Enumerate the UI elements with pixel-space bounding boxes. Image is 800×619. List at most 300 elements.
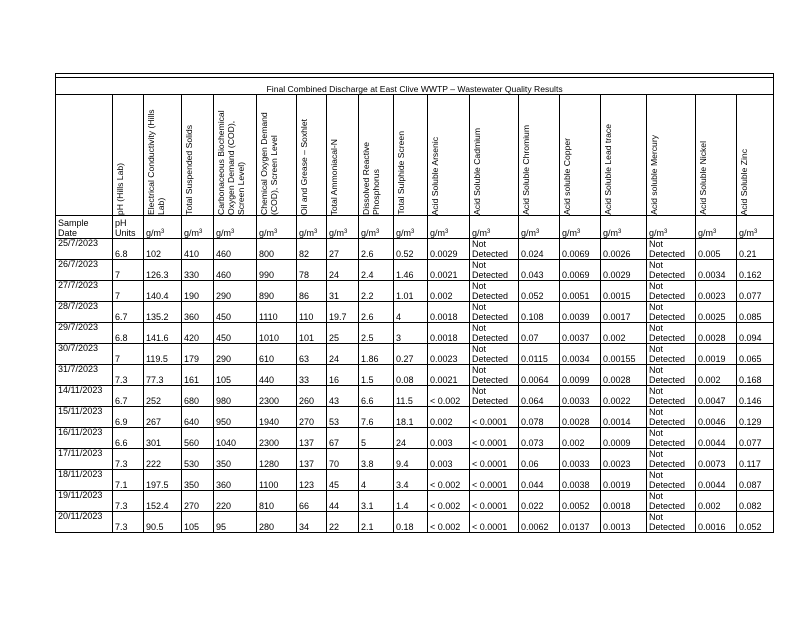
table-cell: 137: [297, 428, 327, 449]
table-cell: 350: [214, 449, 257, 470]
table-cell: 9.4: [394, 449, 428, 470]
table-cell: 0.0044: [696, 428, 737, 449]
table-cell: 0.0051: [560, 281, 601, 302]
unit-superscript: 3: [445, 229, 449, 235]
unit-cell: [144, 216, 182, 239]
table-cell: 1940: [257, 407, 297, 428]
unit-label: g/m: [259, 228, 275, 238]
table-cell: 70: [327, 449, 359, 470]
table-row: [56, 239, 774, 260]
unit-cell: [257, 216, 297, 239]
table-row: [56, 344, 774, 365]
table-cell: 0.0034: [560, 344, 601, 365]
unit-label: g/m: [472, 228, 488, 238]
table-cell: 140.4: [144, 281, 182, 302]
table-row: [56, 323, 774, 344]
table-cell: Not Detected: [647, 281, 696, 302]
table-cell: 0.0015: [601, 281, 647, 302]
table-cell: 950: [214, 407, 257, 428]
table-cell: Not Detected: [647, 239, 696, 260]
table-cell: Not Detected: [647, 491, 696, 512]
table-cell: 7.3: [113, 491, 144, 512]
table-cell: 77.3: [144, 365, 182, 386]
table-cell: Not Detected: [647, 302, 696, 323]
table-cell: 24: [327, 344, 359, 365]
table-cell: Not Detected: [470, 386, 519, 407]
sample-date-cell: 18/11/2023: [56, 470, 113, 491]
table-cell: 0.0018: [428, 323, 470, 344]
unit-label: g/m: [603, 228, 619, 238]
table-cell: 0.064: [519, 386, 560, 407]
table-cell: 1.5: [359, 365, 394, 386]
table-row: [56, 449, 774, 470]
table-cell: 0.21: [737, 239, 774, 260]
table-cell: 0.00155: [601, 344, 647, 365]
table-cell: < 0.0001: [470, 512, 519, 533]
table-cell: 220: [214, 491, 257, 512]
table-cell: 0.146: [737, 386, 774, 407]
table-cell: 3.1: [359, 491, 394, 512]
table-cell: 0.0025: [696, 302, 737, 323]
table-cell: 0.0016: [696, 512, 737, 533]
unit-label: g/m: [329, 228, 345, 238]
table-cell: Not Detected: [470, 260, 519, 281]
unit-superscript: 3: [314, 229, 318, 235]
table-cell: 82: [297, 239, 327, 260]
table-cell: 0.077: [737, 281, 774, 302]
table-cell: < 0.0001: [470, 428, 519, 449]
table-cell: 560: [182, 428, 214, 449]
table-cell: 0.002: [696, 491, 737, 512]
unit-superscript: 3: [161, 229, 165, 235]
table-cell: 990: [257, 260, 297, 281]
table-cell: Not Detected: [470, 239, 519, 260]
table-cell: 0.0037: [560, 323, 601, 344]
unit-cell: [560, 216, 601, 239]
column-header-label: Acid Soluble Arsenic: [430, 136, 440, 215]
unit-label: g/m: [521, 228, 537, 238]
table-cell: 67: [327, 428, 359, 449]
table-cell: 0.0039: [560, 302, 601, 323]
unit-cell: [297, 216, 327, 239]
table-cell: 86: [297, 281, 327, 302]
unit-superscript: 3: [274, 229, 278, 235]
column-header-label: Acid soluble Copper: [562, 138, 572, 215]
table-cell: 6.8: [113, 323, 144, 344]
table-cell: 810: [257, 491, 297, 512]
column-header: [257, 95, 297, 216]
table-cell: 2.6: [359, 302, 394, 323]
table-cell: 0.0028: [560, 407, 601, 428]
unit-cell: [182, 216, 214, 239]
table-cell: 0.117: [737, 449, 774, 470]
column-header: [182, 95, 214, 216]
table-cell: 0.0069: [560, 239, 601, 260]
column-header: [214, 95, 257, 216]
table-cell: 7.1: [113, 470, 144, 491]
table-cell: 0.0028: [601, 365, 647, 386]
table-cell: 420: [182, 323, 214, 344]
table-cell: 222: [144, 449, 182, 470]
unit-superscript: 3: [344, 229, 348, 235]
table-cell: 31: [327, 281, 359, 302]
table-cell: 0.0052: [560, 491, 601, 512]
column-header-label: Oil and Grease – Soxhlet: [299, 118, 309, 215]
unit-superscript: 3: [411, 229, 415, 235]
column-header-label: Dissolved Reactive Phosphorus: [361, 141, 381, 215]
unit-label: g/m: [216, 228, 232, 238]
table-cell: 0.094: [737, 323, 774, 344]
sample-date-cell: 20/11/2023: [56, 512, 113, 533]
unit-label: g/m: [299, 228, 315, 238]
table-cell: 4: [359, 470, 394, 491]
table-cell: 0.043: [519, 260, 560, 281]
unit-label: g/m: [184, 228, 200, 238]
table-cell: 4: [394, 302, 428, 323]
table-cell: 0.0013: [601, 512, 647, 533]
unit-superscript: 3: [199, 229, 203, 235]
table-cell: 0.0038: [560, 470, 601, 491]
table-cell: 0.0137: [560, 512, 601, 533]
table-cell: 24: [394, 428, 428, 449]
table-cell: Not Detected: [647, 344, 696, 365]
table-cell: 0.0034: [696, 260, 737, 281]
table-cell: 0.0028: [696, 323, 737, 344]
table-row: [56, 512, 774, 533]
column-header: [519, 95, 560, 216]
table-cell: Not Detected: [647, 365, 696, 386]
column-header-label: Acid Soluble Chromium: [521, 125, 531, 215]
unit-label: g/m: [361, 228, 377, 238]
table-cell: Not Detected: [647, 260, 696, 281]
table-cell: 640: [182, 407, 214, 428]
unit-cell: [647, 216, 696, 239]
table-row: [56, 491, 774, 512]
unit-superscript: 3: [577, 229, 581, 235]
unit-cell: [359, 216, 394, 239]
table-cell: 45: [327, 470, 359, 491]
column-header: [560, 95, 601, 216]
table-cell: 2.2: [359, 281, 394, 302]
table-cell: 0.003: [428, 449, 470, 470]
table-cell: 18.1: [394, 407, 428, 428]
column-header: [428, 95, 470, 216]
table-cell: 3.8: [359, 449, 394, 470]
table-cell: 0.0115: [519, 344, 560, 365]
table-cell: 3: [394, 323, 428, 344]
table-cell: 90.5: [144, 512, 182, 533]
column-header: [297, 95, 327, 216]
table-cell: 0.0019: [696, 344, 737, 365]
table-cell: Not Detected: [470, 323, 519, 344]
table-cell: Not Detected: [647, 428, 696, 449]
unit-cell: [428, 216, 470, 239]
table-cell: 0.0029: [428, 239, 470, 260]
table-cell: 53: [327, 407, 359, 428]
column-header-label: Total Suspended Solids: [184, 125, 194, 215]
table-cell: 1.4: [394, 491, 428, 512]
unit-cell: [737, 216, 774, 239]
column-header: [601, 95, 647, 216]
unit-superscript: 3: [618, 229, 622, 235]
table-cell: 410: [182, 239, 214, 260]
table-title: Final Combined Discharge at East Clive WWTP – Wastewater Quality Results: [56, 78, 774, 95]
table-cell: < 0.0001: [470, 491, 519, 512]
table-cell: 34: [297, 512, 327, 533]
sample-date-cell: 16/11/2023: [56, 428, 113, 449]
table-cell: 0.0069: [560, 260, 601, 281]
table-cell: 0.07: [519, 323, 560, 344]
table-cell: 0.002: [560, 428, 601, 449]
table-cell: 3.4: [394, 470, 428, 491]
wastewater-quality-table: [55, 73, 774, 533]
table-cell: 0.0019: [601, 470, 647, 491]
table-cell: 11.5: [394, 386, 428, 407]
table-cell: 7.3: [113, 449, 144, 470]
table-cell: 800: [257, 239, 297, 260]
unit-label-bottom: Date: [58, 228, 78, 238]
table-cell: 0.0018: [601, 491, 647, 512]
table-cell: 0.0017: [601, 302, 647, 323]
table-cell: 0.108: [519, 302, 560, 323]
table-cell: 460: [214, 260, 257, 281]
table-cell: 610: [257, 344, 297, 365]
table-cell: 0.002: [601, 323, 647, 344]
sample-date-cell: 30/7/2023: [56, 344, 113, 365]
unit-label: g/m: [698, 228, 714, 238]
table-cell: Not Detected: [470, 281, 519, 302]
table-cell: 2300: [257, 386, 297, 407]
unit-cell: [601, 216, 647, 239]
table-cell: 1.46: [394, 260, 428, 281]
sample-date-cell: 26/7/2023: [56, 260, 113, 281]
column-header-label: Acid Soluble Lead trace: [603, 124, 613, 215]
table-cell: 2.6: [359, 239, 394, 260]
table-cell: 0.0014: [601, 407, 647, 428]
table-cell: 123: [297, 470, 327, 491]
unit-superscript: 3: [231, 229, 235, 235]
table-cell: 7.3: [113, 365, 144, 386]
table-cell: 460: [214, 239, 257, 260]
table-cell: 890: [257, 281, 297, 302]
table-cell: 0.002: [696, 365, 737, 386]
sample-date-cell: 29/7/2023: [56, 323, 113, 344]
table-cell: 350: [182, 470, 214, 491]
table-cell: 360: [214, 470, 257, 491]
table-cell: 270: [297, 407, 327, 428]
table-cell: 0.0044: [696, 470, 737, 491]
table-row: [56, 302, 774, 323]
column-header-label: Chemical Oxygen Demand (COD), Screen Level: [259, 112, 279, 215]
table-cell: 7: [113, 260, 144, 281]
table-cell: 0.52: [394, 239, 428, 260]
table-cell: 0.18: [394, 512, 428, 533]
column-header: [470, 95, 519, 216]
column-header-label: Acid Soluble Cadmium: [472, 128, 482, 215]
table-cell: 0.002: [428, 407, 470, 428]
table-cell: 25: [327, 323, 359, 344]
table-cell: 102: [144, 239, 182, 260]
unit-cell: [56, 216, 113, 239]
unit-label: g/m: [396, 228, 412, 238]
table-cell: 0.168: [737, 365, 774, 386]
unit-label-top: pH: [115, 218, 127, 228]
table-cell: 6.6: [359, 386, 394, 407]
column-header: [144, 95, 182, 216]
table-cell: 0.0099: [560, 365, 601, 386]
table-cell: 0.0033: [560, 386, 601, 407]
table-cell: 0.0026: [601, 239, 647, 260]
table-cell: 280: [257, 512, 297, 533]
table-cell: 0.0021: [428, 260, 470, 281]
table-cell: < 0.0001: [470, 407, 519, 428]
table-cell: 137: [297, 449, 327, 470]
column-header-label: Carbonaceous Biochemical Oxygen Demand (COD), Screen Level): [216, 110, 246, 215]
unit-label: g/m: [430, 228, 446, 238]
unit-label: g/m: [739, 228, 755, 238]
table-cell: < 0.0001: [470, 470, 519, 491]
sample-date-cell: 31/7/2023: [56, 365, 113, 386]
table-cell: 5: [359, 428, 394, 449]
header-row: [56, 95, 774, 216]
table-cell: 27: [327, 239, 359, 260]
table-cell: 2.1: [359, 512, 394, 533]
table-cell: 440: [257, 365, 297, 386]
column-header-label: Acid Soluble Zinc: [739, 148, 749, 215]
table-cell: 0.003: [428, 428, 470, 449]
column-header-label: Total Ammoniacal-N: [329, 138, 339, 215]
column-header: [737, 95, 774, 216]
unit-superscript: 3: [536, 229, 540, 235]
table-cell: 7: [113, 281, 144, 302]
column-header: [327, 95, 359, 216]
table-cell: Not Detected: [647, 449, 696, 470]
table-cell: 161: [182, 365, 214, 386]
table-cell: 0.0023: [428, 344, 470, 365]
table-cell: 0.087: [737, 470, 774, 491]
table-cell: 0.082: [737, 491, 774, 512]
table-cell: 2.5: [359, 323, 394, 344]
column-header: [696, 95, 737, 216]
table-cell: 0.002: [428, 281, 470, 302]
table-cell: 126.3: [144, 260, 182, 281]
table-cell: 7.3: [113, 512, 144, 533]
table-cell: 0.0062: [519, 512, 560, 533]
unit-label-bottom: Units: [115, 228, 136, 238]
table-cell: 141.6: [144, 323, 182, 344]
table-cell: 0.0033: [560, 449, 601, 470]
table-cell: Not Detected: [470, 302, 519, 323]
table-cell: 450: [214, 323, 257, 344]
table-row: [56, 281, 774, 302]
table-cell: Not Detected: [647, 386, 696, 407]
table-cell: 95: [214, 512, 257, 533]
table-cell: 19.7: [327, 302, 359, 323]
table-cell: 530: [182, 449, 214, 470]
table-cell: 2300: [257, 428, 297, 449]
table-cell: 6.9: [113, 407, 144, 428]
table-cell: 44: [327, 491, 359, 512]
table-cell: 0.0046: [696, 407, 737, 428]
unit-superscript: 3: [713, 229, 717, 235]
table-cell: 980: [214, 386, 257, 407]
column-header-label: Electrical Conductivity (Hills Lab): [146, 109, 166, 215]
table-cell: 7.6: [359, 407, 394, 428]
table-cell: 135.2: [144, 302, 182, 323]
table-row: [56, 470, 774, 491]
unit-label: g/m: [562, 228, 578, 238]
table-cell: 6.7: [113, 386, 144, 407]
table-cell: Not Detected: [647, 323, 696, 344]
table-cell: 260: [297, 386, 327, 407]
table-cell: < 0.002: [428, 512, 470, 533]
table-cell: 680: [182, 386, 214, 407]
unit-superscript: 3: [664, 229, 668, 235]
table-cell: 0.0023: [601, 449, 647, 470]
table-cell: 0.024: [519, 239, 560, 260]
column-header-label: Acid soluble Mercury: [649, 135, 659, 215]
table-cell: 0.078: [519, 407, 560, 428]
table-cell: 0.0023: [696, 281, 737, 302]
table-cell: 0.08: [394, 365, 428, 386]
unit-cell: [113, 216, 144, 239]
table-cell: 1.86: [359, 344, 394, 365]
table-cell: 290: [214, 281, 257, 302]
unit-cell: [394, 216, 428, 239]
table-cell: 0.27: [394, 344, 428, 365]
table-cell: 0.06: [519, 449, 560, 470]
table-cell: 0.0018: [428, 302, 470, 323]
unit-superscript: 3: [487, 229, 491, 235]
unit-cell: [214, 216, 257, 239]
column-header: [394, 95, 428, 216]
table-cell: 0.085: [737, 302, 774, 323]
unit-row: [56, 216, 774, 239]
table-cell: 0.0022: [601, 386, 647, 407]
table-cell: 197.5: [144, 470, 182, 491]
unit-label: g/m: [649, 228, 665, 238]
table-cell: Not Detected: [647, 470, 696, 491]
table-cell: 360: [182, 302, 214, 323]
table-cell: 301: [144, 428, 182, 449]
sample-date-cell: 28/7/2023: [56, 302, 113, 323]
sample-date-cell: 19/11/2023: [56, 491, 113, 512]
table-cell: 1110: [257, 302, 297, 323]
column-header-label: Acid Soluble Nickel: [698, 141, 708, 215]
table-cell: 190: [182, 281, 214, 302]
table-cell: 450: [214, 302, 257, 323]
table-cell: 0.0029: [601, 260, 647, 281]
table-cell: < 0.002: [428, 491, 470, 512]
unit-cell: [470, 216, 519, 239]
column-header: [647, 95, 696, 216]
table-cell: 78: [297, 260, 327, 281]
table-cell: 0.129: [737, 407, 774, 428]
table-cell: 290: [214, 344, 257, 365]
table-cell: Not Detected: [470, 344, 519, 365]
table-cell: 0.073: [519, 428, 560, 449]
table-cell: 16: [327, 365, 359, 386]
table-cell: 0.0064: [519, 365, 560, 386]
table-cell: 105: [182, 512, 214, 533]
table-cell: 0.0073: [696, 449, 737, 470]
table-row: [56, 365, 774, 386]
table-cell: 101: [297, 323, 327, 344]
table-cell: 119.5: [144, 344, 182, 365]
column-header: [56, 95, 113, 216]
table-cell: 152.4: [144, 491, 182, 512]
table-row: [56, 428, 774, 449]
